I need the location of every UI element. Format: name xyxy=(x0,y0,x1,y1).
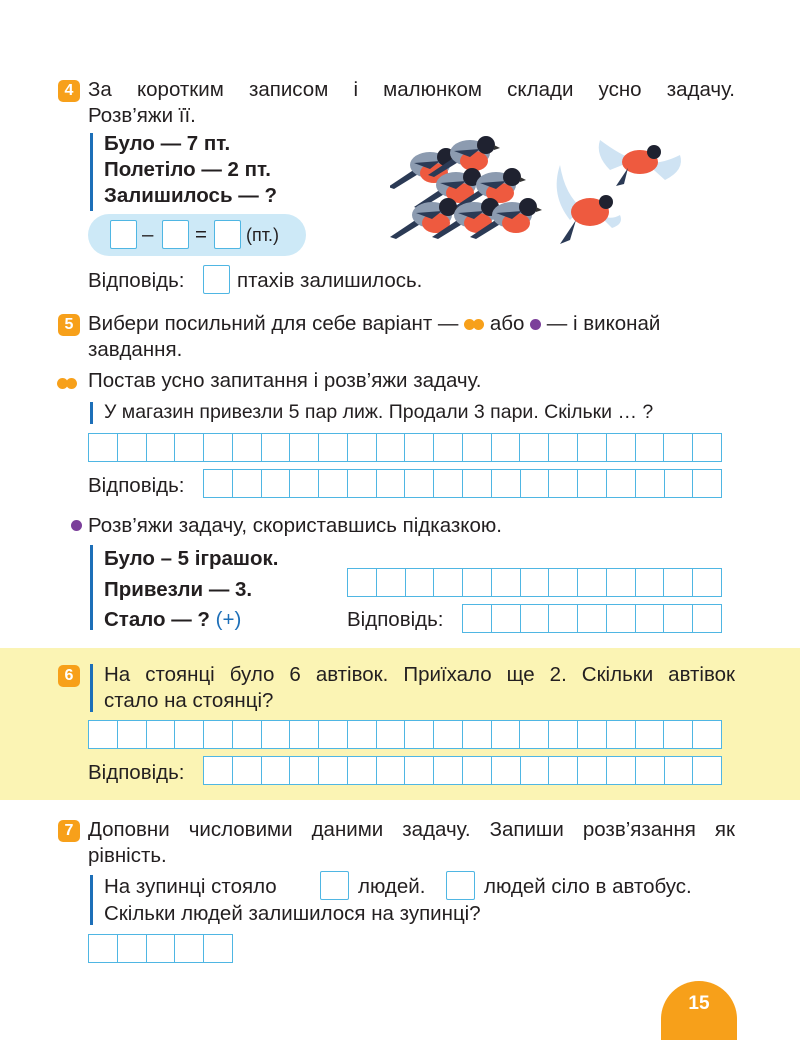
task-4-vertical-bar xyxy=(90,133,93,211)
task-7-p1: На зупинці стояло xyxy=(104,875,277,898)
task-6-solution-grid[interactable] xyxy=(88,720,722,749)
task-7-bar xyxy=(90,875,93,925)
task-4-equals: = xyxy=(195,223,207,246)
task-4-answer-box[interactable] xyxy=(203,265,230,294)
task-4-eq-box-2[interactable] xyxy=(162,220,189,249)
bird-icon xyxy=(390,198,462,239)
task-4-eq-box-3[interactable] xyxy=(214,220,241,249)
purple-dot-icon xyxy=(71,520,82,531)
task-5-purple-answer-label: Відповідь: xyxy=(347,608,444,631)
task-5-purple-bar xyxy=(90,545,93,630)
task-6-text-line1: На стоянці було 6 автівок. Приїхало ще 2. Скільки автівок xyxy=(104,663,735,686)
task-7-p3: людей сіло в автобус. xyxy=(484,875,692,898)
purple-dot-icon xyxy=(530,319,541,330)
task-6-answer-label: Відповідь: xyxy=(88,761,185,784)
task-5-orange-problem: У магазин привезли 5 пар лиж. Продали 3 пари. Скільки … ? xyxy=(104,401,654,423)
task-7-number: 7 xyxy=(58,820,80,842)
task-5-number: 5 xyxy=(58,314,80,336)
task-5-orange-bar xyxy=(90,402,93,424)
orange-dot-icon xyxy=(473,319,484,330)
task-5-purple-became: Стало — ? xyxy=(104,608,210,631)
task-7-text-line2: рівність. xyxy=(88,844,167,867)
task-4-flew: Полетіло — 2 пт. xyxy=(104,158,271,181)
orange-level-marker xyxy=(57,375,77,393)
task-4-unit: (пт.) xyxy=(246,225,279,245)
task-4-left: Залишилось — ? xyxy=(104,184,277,207)
task-5-text-line2: завдання. xyxy=(88,338,183,361)
bullfinches-illustration xyxy=(390,125,710,255)
task-5-purple-brought: Привезли — 3. xyxy=(104,578,253,601)
orange-dot-icon xyxy=(66,378,77,389)
task-5-purple-became-line xyxy=(104,607,241,633)
task-7-text-line1: Доповни числовими даними задачу. Запиши розв’язання як xyxy=(88,818,735,841)
task-4-text-line2: Розв’яжи її. xyxy=(88,104,196,127)
task-4-was: Було — 7 пт. xyxy=(104,132,231,155)
task-6-bar xyxy=(90,664,93,712)
task-5-orange-title: Постав усно запитання і розв’яжи задачу. xyxy=(88,369,482,392)
page-number: 15 xyxy=(688,993,710,1014)
task-7-line4: Скільки людей залишилося на зупинці? xyxy=(104,902,481,925)
task-5-purple-hint: (+) xyxy=(215,608,242,631)
task-7-p2: людей. xyxy=(358,875,426,898)
task-5-text-b: або xyxy=(489,312,525,335)
task-6-answer-grid[interactable] xyxy=(203,756,722,785)
task-5-text-line1 xyxy=(88,311,660,337)
task-5-text-a: Вибери посильний для себе варіант — xyxy=(88,312,459,335)
task-4-text-line1: За коротким записом і малюнком склади усно задачу. xyxy=(88,78,735,101)
task-4-answer-suffix: птахів залишилось. xyxy=(237,269,423,292)
task-7-box-1[interactable] xyxy=(320,871,349,900)
task-6-number: 6 xyxy=(58,665,80,687)
task-5-orange-solution-grid[interactable] xyxy=(88,433,722,462)
task-5-text-c: — і виконай xyxy=(546,312,661,335)
task-5-orange-answer-label: Відповідь: xyxy=(88,474,185,497)
task-5-orange-answer-grid[interactable] xyxy=(203,469,722,498)
task-4-number: 4 xyxy=(58,80,80,102)
task-6-text-line2: стало на стоянці? xyxy=(104,689,274,712)
task-4-minus: – xyxy=(142,223,154,246)
task-7-solution-grid[interactable] xyxy=(88,934,233,963)
task-4-answer-label: Відповідь: xyxy=(88,269,185,292)
task-5-purple-answer-grid[interactable] xyxy=(462,604,722,633)
task-7-box-2[interactable] xyxy=(446,871,475,900)
task-5-purple-solution-grid[interactable] xyxy=(347,568,722,597)
task-5-purple-title: Розв’яжи задачу, скориставшись підказкою. xyxy=(88,514,502,537)
task-5-purple-was: Було – 5 іграшок. xyxy=(104,547,279,570)
task-4-eq-box-1[interactable] xyxy=(110,220,137,249)
